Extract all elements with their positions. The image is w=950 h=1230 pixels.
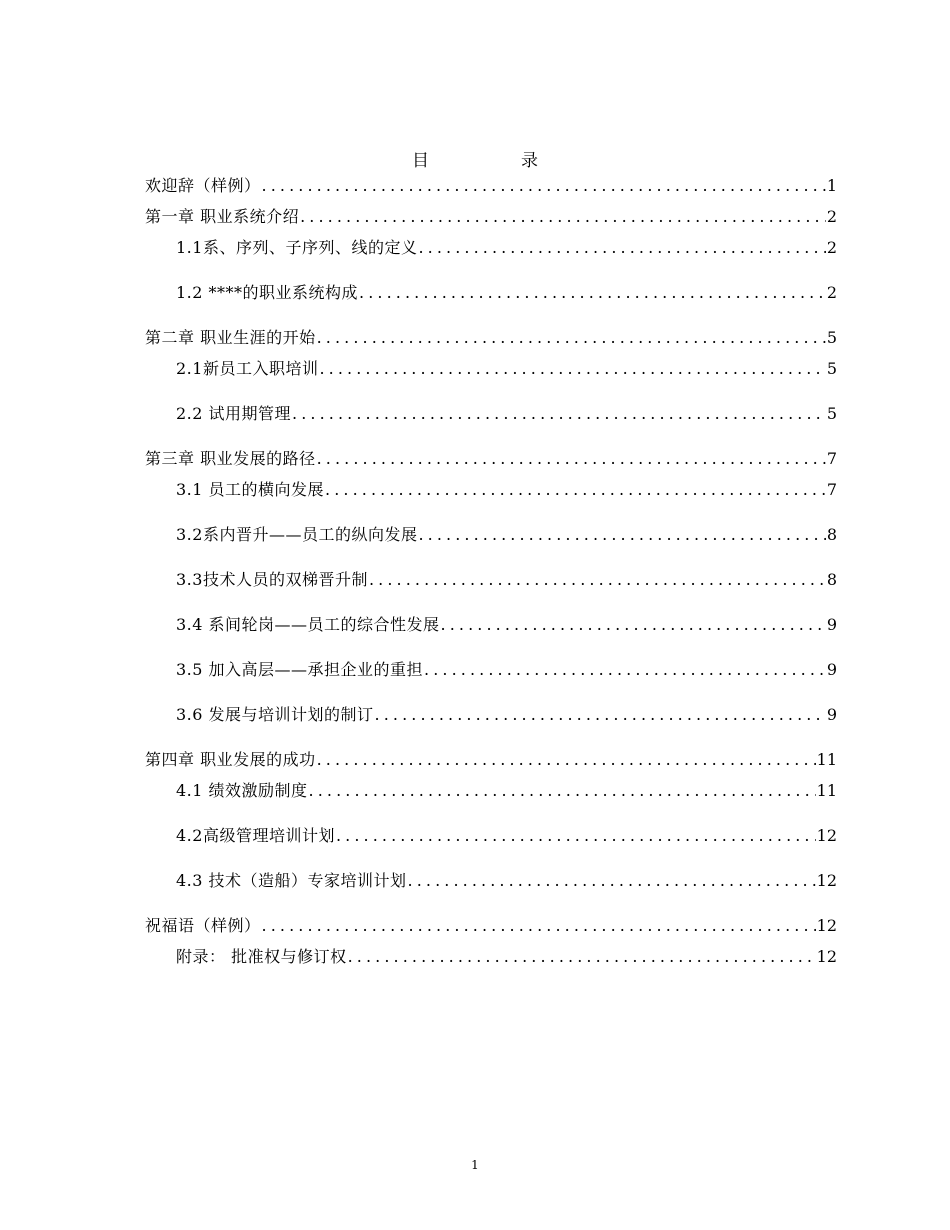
toc-entry-section-4-3[interactable] bbox=[176, 870, 837, 892]
toc-entry-label: 1.2 ****的职业系统构成 bbox=[176, 283, 359, 302]
toc-dot-leader bbox=[262, 175, 826, 197]
toc-title-char-2: 录 bbox=[521, 151, 538, 171]
toc-entry-label: 第四章 职业发展的成功 bbox=[145, 750, 316, 769]
toc-entry-page-number: 7 bbox=[826, 449, 837, 468]
toc-dot-leader bbox=[300, 206, 826, 228]
toc-dot-leader bbox=[348, 946, 816, 968]
toc-entry-section-3-6[interactable] bbox=[176, 704, 837, 726]
toc-dot-leader bbox=[369, 569, 826, 591]
toc-entry-section-3-3[interactable] bbox=[176, 569, 837, 591]
toc-entry-section-3-2[interactable] bbox=[176, 524, 837, 546]
toc-entry-label: 附录： 批准权与修订权 bbox=[176, 947, 347, 966]
toc-entry-chapter-2[interactable] bbox=[145, 327, 837, 349]
toc-entry-page-number: 2 bbox=[826, 283, 837, 302]
toc-dot-leader bbox=[317, 327, 826, 349]
toc-dot-leader bbox=[317, 749, 816, 771]
toc-title-char-1: 目 bbox=[412, 151, 429, 171]
toc-entry-label: 欢迎辞（样例） bbox=[145, 176, 261, 195]
toc-entry-page-number: 9 bbox=[826, 705, 837, 724]
toc-entry-label: 3.2系内晋升——员工的纵向发展 bbox=[176, 525, 418, 544]
toc-entry-page-number: 2 bbox=[826, 207, 837, 226]
toc-entry-label: 1.1系、序列、子序列、线的定义 bbox=[176, 238, 418, 257]
toc-entry-section-4-2[interactable] bbox=[176, 825, 837, 847]
toc-dot-leader bbox=[408, 870, 816, 892]
toc-entry-page-number: 1 bbox=[826, 176, 837, 195]
toc-dot-leader bbox=[262, 915, 816, 937]
toc-entry-page-number: 11 bbox=[816, 781, 837, 800]
toc-dot-leader bbox=[375, 704, 826, 726]
toc-entry-page-number: 9 bbox=[826, 615, 837, 634]
toc-dot-leader bbox=[424, 659, 826, 681]
toc-entry-label: 3.6 发展与培训计划的制订 bbox=[176, 705, 374, 724]
toc-entry-page-number: 12 bbox=[816, 871, 837, 890]
toc-entry-blessing[interactable] bbox=[145, 915, 837, 937]
toc-entry-chapter-4[interactable] bbox=[145, 749, 837, 771]
toc-entry-label: 第二章 职业生涯的开始 bbox=[145, 328, 316, 347]
page-number-footer: 1 bbox=[471, 1158, 479, 1172]
toc-title bbox=[0, 146, 950, 171]
toc-entry-chapter-3[interactable] bbox=[145, 448, 837, 470]
toc-entry-label: 2.2 试用期管理 bbox=[176, 404, 292, 423]
toc-dot-leader bbox=[292, 403, 826, 425]
toc-entry-page-number: 11 bbox=[816, 750, 837, 769]
toc-entry-label: 2.1新员工入职培训 bbox=[176, 359, 319, 378]
toc-entry-page-number: 5 bbox=[826, 328, 837, 347]
toc-entry-appendix[interactable] bbox=[176, 946, 837, 968]
toc-entry-page-number: 12 bbox=[816, 826, 837, 845]
toc-entry-section-3-4[interactable] bbox=[176, 614, 837, 636]
toc-entry-welcome[interactable] bbox=[145, 175, 837, 197]
toc-dot-leader bbox=[309, 780, 816, 802]
toc-entry-page-number: 12 bbox=[816, 947, 837, 966]
toc-entry-section-2-2[interactable] bbox=[176, 403, 837, 425]
toc-dot-leader bbox=[325, 479, 826, 501]
toc-entry-label: 3.1 员工的横向发展 bbox=[176, 480, 325, 499]
toc-dot-leader bbox=[418, 237, 825, 259]
toc-entry-label: 3.3技术人员的双梯晋升制 bbox=[176, 570, 368, 589]
toc-entry-label: 3.5 加入高层——承担企业的重担 bbox=[176, 660, 424, 679]
toc-dot-leader bbox=[441, 614, 826, 636]
toc-entry-label: 4.3 技术（造船）专家培训计划 bbox=[176, 871, 407, 890]
toc-entry-page-number: 8 bbox=[826, 525, 837, 544]
toc-entry-label: 第一章 职业系统介绍 bbox=[145, 207, 300, 226]
toc-entry-page-number: 5 bbox=[826, 359, 837, 378]
toc-entry-page-number: 2 bbox=[826, 238, 837, 257]
toc-dot-leader bbox=[336, 825, 816, 847]
toc-entry-page-number: 7 bbox=[826, 480, 837, 499]
toc-entry-label: 4.1 绩效激励制度 bbox=[176, 781, 308, 800]
toc-dot-leader bbox=[418, 524, 825, 546]
toc-entry-section-1-2[interactable] bbox=[176, 282, 837, 304]
toc-entry-section-3-1[interactable] bbox=[176, 479, 837, 501]
toc-entry-label: 3.4 系间轮岗——员工的综合性发展 bbox=[176, 615, 440, 634]
toc-entry-section-3-5[interactable] bbox=[176, 659, 837, 681]
toc-entry-chapter-1[interactable] bbox=[145, 206, 837, 228]
toc-entry-page-number: 9 bbox=[826, 660, 837, 679]
toc-entry-section-1-1[interactable] bbox=[176, 237, 837, 259]
toc-entry-page-number: 5 bbox=[826, 404, 837, 423]
toc-dot-leader bbox=[317, 448, 826, 470]
toc-entry-label: 第三章 职业发展的路径 bbox=[145, 449, 316, 468]
toc-dot-leader bbox=[359, 282, 826, 304]
toc-entry-label: 4.2高级管理培训计划 bbox=[176, 826, 335, 845]
toc-dot-leader bbox=[319, 358, 825, 380]
toc-entry-label: 祝福语（样例） bbox=[145, 916, 261, 935]
toc-entry-section-2-1[interactable] bbox=[176, 358, 837, 380]
toc-entry-page-number: 12 bbox=[816, 916, 837, 935]
toc-entry-page-number: 8 bbox=[826, 570, 837, 589]
toc-entry-section-4-1[interactable] bbox=[176, 780, 837, 802]
